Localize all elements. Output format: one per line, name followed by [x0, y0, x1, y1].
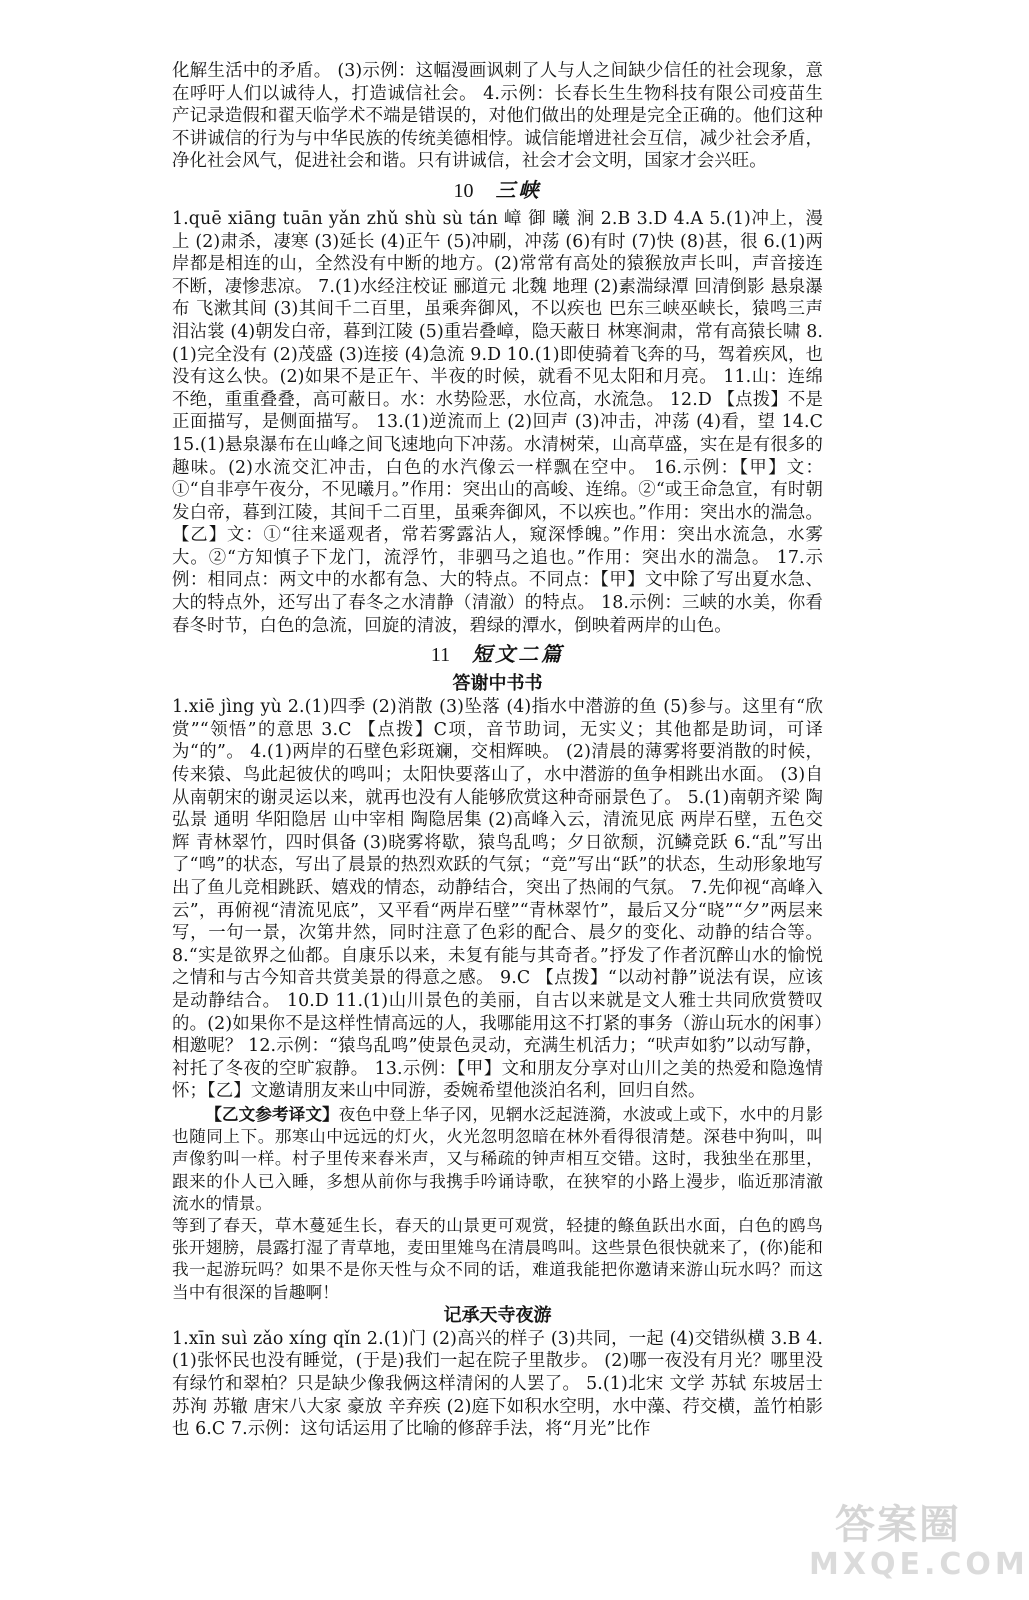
intro-paragraph: 化解生活中的矛盾。 (3)示例：这幅漫画讽刺了人与人之间缺少信任的社会现象，意在呼吁人们以诚待人，打造诚信社会。 4.示例：长春长生生物科技有限公司疫苗生产记录造假和翟天临学术不端是错误的，对他们做出的处理是完全正确的。他们这种不讲诚信的行为与中华民族的传统美德相悖。诚信能增进社会互信，减少社会矛盾，净化社会风气，促进社会和谐。只有讲诚信，社会才会文明，国家才会兴旺。	[172, 61, 823, 172]
lesson11-title: 短文二篇	[472, 642, 565, 667]
lesson10-answers: 1.quē xiāng tuān yǎn zhǔ shù sù tán 嶂 御 曦 涧 2.B 3.D 4.A 5.(1)冲上，漫上 (2)肃杀，凄寒 (3)延长 (4)正午 (5)冲刷，冲荡 (6)有时 (7)快 (8)甚，很 6.(1)两岸都是相连的山，全然没有中断的地方。(2)常常有高处的猿猴放声长叫，声音接连不断，凄惨悲凉。 7.(1)水经注校证 郦道元 北魏 地理 (2)素湍绿潭 回清倒影 悬泉瀑布 飞漱其间 (3)其间千二百里，虽乘奔御风，不以疾也 巴东三峡巫峡长，猿鸣三声泪沾裳 (4)朝发白帝，暮到江陵 (5)重岩叠嶂，隐天蔽日 林寒涧肃，常有高猿长啸 8.(1)完全没有 (2)茂盛 (3)连接 (4)急流 9.D 10.(1)即使骑着飞奔的马，驾着疾风，也没有这么快。(2)如果不是正午、半夜的时候，就看不见太阳和月亮。 11.山：连绵不绝，重重叠叠，高可蔽日。水：水势险恶，水位高，水流急。 12.D 【点拨】不是正面描写，是侧面描写。 13.(1)逆流而上 (2)回声 (3)冲击，冲荡 (4)看，望 14.C 15.(1)悬泉瀑布在山峰之间飞速地向下冲荡。水清树荣，山高草盛，实在是有很多的趣味。(2)水流交汇冲击，白色的水汽像云一样飘在空中。 16.示例：【甲】文：①“自非亭午夜分，不见曦月。”作用：突出山的高峻、连绵。②“或王命急宣，有时朝发白帝，暮到江陵，其间千二百里，虽乘奔御风，不以疾也。”作用：突出水的湍急。【乙】文：①“往来遥观者，常若雾露沾人，窥深悸魄。”作用：突出水流急，水雾大。②“方知慎子下龙门，流浮竹，非驷马之追也。”作用：突出水的湍急。 17.示例：相同点：两文中的水都有急、大的特点。不同点：【甲】文中除了写出夏水急、大的特点外，还写出了春冬之水清静（清澈）的特点。 18.示例：三峡的水美，你看春冬时节，白色的急流，回旋的清波，碧绿的潭水，倒映着两岸的山色。	[172, 208, 823, 636]
lesson11-heading	[172, 639, 823, 670]
part2-answers: 1.xīn suì zǎo xíng qǐn 2.(1)门 (2)高兴的样子 (3)共同，一起 (4)交错纵横 3.B 4.(1)张怀民也没有睡觉，(于是)我们一起在院子里散步。 (2)哪一夜没有月光？哪里没有绿竹和翠柏？只是缺少像我俩这样清闲的人罢了。 5.(1)北宋 文学 苏轼 东坡居士 苏洵 苏辙 唐宋八大家 豪放 辛弃疾 (2)庭下如积水空明，水中藻、荇交横，盖竹柏影也 6.C 7.示例：这句话运用了比喻的修辞手法，将“月光”比作	[172, 1328, 823, 1440]
translation-block	[172, 1103, 823, 1304]
translation-paragraph-2: 等到了春天，草木蔓延生长，春天的山景更可观赏，轻捷的鲦鱼跃出水面，白色的鸥鸟张开翅膀，晨露打湿了青草地，麦田里雉鸟在清晨鸣叫。这些景色很快就来了，(你)能和我一起游玩吗？如果不是你天性与众不同的话，难道我能把你邀请来游山玩水吗？而这当中有很深的旨趣啊！	[172, 1215, 823, 1302]
answer-content	[172, 60, 823, 1441]
translation-text-1: 夜色中登上华子冈，见辋水泛起涟漪，水波或上或下，水中的月影也随同上下。那寒山中远远的灯火，火光忽明忽暗在林外看得很清楚。深巷中狗叫，叫声像豹叫一样。村子里传来舂米声，又与稀疏的钟声相互交错。这时，我独坐在那里，跟来的仆人已入睡，多想从前你与我携手吟诵诗歌，在狭窄的小路上漫步，临近那清澈流水的情景。	[172, 1104, 823, 1213]
lesson10-number: 10	[453, 179, 474, 202]
watermark-bottom-text: MXQE.COM	[809, 1547, 1029, 1582]
translation-paragraph-1	[172, 1103, 823, 1215]
lesson10-heading	[172, 175, 823, 206]
translation-label: 【乙文参考译文】	[205, 1103, 339, 1124]
part1-title: 答谢中书书	[452, 673, 543, 695]
watermark-logo	[809, 1502, 1029, 1594]
part2-title: 记承天寺夜游	[443, 1304, 552, 1326]
lesson10-title: 三峡	[495, 177, 542, 202]
part1-answers: 1.xiē jìng yù 2.(1)四季 (2)消散 (3)坠落 (4)指水中潜游的鱼 (5)参与。这里有“欣赏”“领悟”的意思 3.C 【点拨】C项，音节助词，无实义；其他都是助词，可译为“的”。 4.(1)两岸的石壁色彩斑斓，交相辉映。 (2)清晨的薄雾将要消散的时候，传来猿、鸟此起彼伏的鸣叫；太阳快要落山了，水中潜游的鱼争相跳出水面。 (3)自从南朝宋的谢灵运以来，就再也没有人能够欣赏这种奇丽景色了。 5.(1)南朝齐梁 陶弘景 通明 华阳隐居 山中宰相 陶隐居集 (2)高峰入云，清流见底 两岸石壁，五色交辉 青林翠竹，四时俱备 (3)晓雾将歇，猿鸟乱鸣；夕日欲颓，沉鳞竞跃 6.“乱”写出了“鸣”的状态，写出了晨景的热烈欢跃的气氛；“竞”写出“跃”的状态，生动形象地写出了鱼儿竞相跳跃、嬉戏的情态，动静结合，突出了热闹的气氛。 7.先仰视“高峰入云”，再俯视“清流见底”，又平看“两岸石壁”“青林翠竹”，最后又分“晓”“夕”两层来写，一句一景，次第井然，同时注意了色彩的配合、晨夕的变化、动静的结合等。 8.“实是欲界之仙都。自康乐以来，未复有能与其奇者。”抒发了作者沉醉山水的愉悦之情和与古今知音共赏美景的得意之感。 9.C 【点拨】“以动衬静”说法有误，应该是动静结合。 10.D 11.(1)山川景色的美丽，自古以来就是文人雅士共同欣赏赞叹的。(2)如果你不是这样性情高远的人，我哪能用这不打紧的事务（游山玩水的闲事）相邀呢？ 12.示例：“猿鸟乱鸣”使景色灵动，充满生机活力；“吠声如豹”以动写静，衬托了冬夜的空旷寂静。 13.示例：【甲】文和朋友分享对山川之美的热爱和隐逸情怀；【乙】文邀请朋友来山中同游，委婉希望他淡泊名利，回归自然。	[172, 697, 823, 1102]
lesson11-number: 11	[430, 644, 451, 667]
watermark-top-text: 答案圈	[835, 1502, 961, 1548]
